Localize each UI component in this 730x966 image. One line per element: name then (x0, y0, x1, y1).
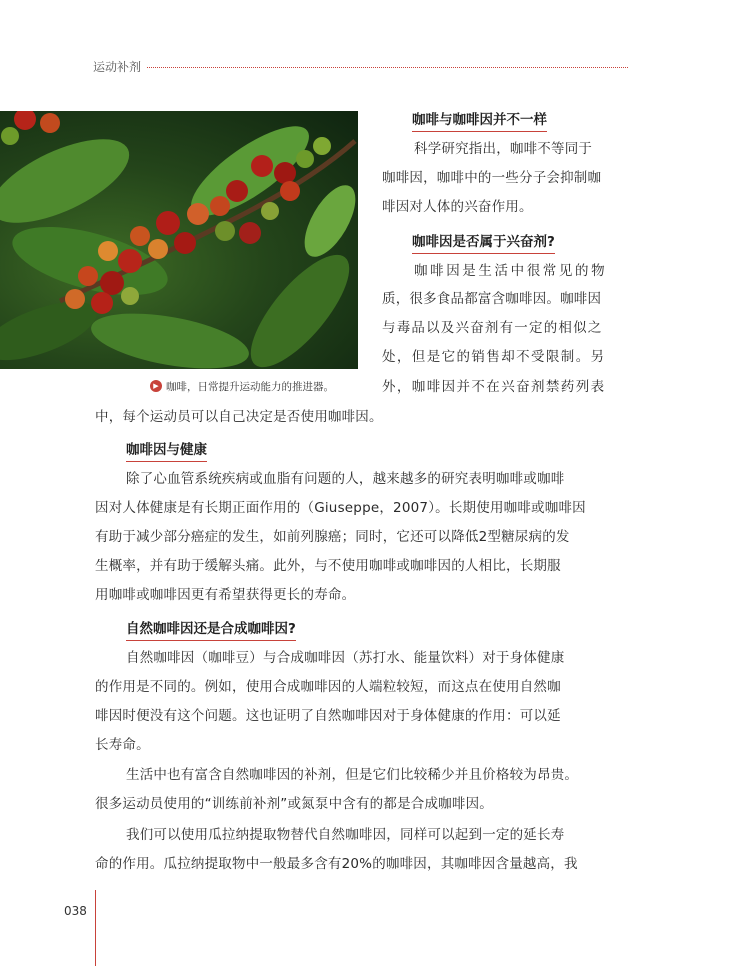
paragraph-line: 啡因时便没有这个问题。这也证明了自然咖啡因对于身体健康的作用：可以延 (95, 708, 561, 724)
footer-margin-rule (95, 890, 96, 966)
section-heading-caffeine-stimulant: 咖啡因是否属于兴奋剂? (412, 230, 555, 254)
paragraph-line: 长寿命。 (95, 737, 150, 753)
page-number: 038 (64, 904, 87, 918)
paragraph-line: 因对人体健康是有长期正面作用的（Giuseppe，2007）。长期使用咖啡或咖啡因 (95, 500, 586, 516)
paragraph-line: 啡因对人体的兴奋作用。 (382, 199, 533, 215)
paragraph-line: 咖啡因，咖啡中的一些分子会抑制咖 (382, 170, 602, 186)
paragraph-line: 生活中也有富含自然咖啡因的补剂，但是它们比较稀少并且价格较为昂贵。 (126, 767, 579, 783)
paragraph-line: 用咖啡或咖啡因更有希望获得更长的寿命。 (95, 587, 356, 603)
header-dotted-rule (147, 67, 628, 68)
section-heading-caffeine-health: 咖啡因与健康 (126, 438, 207, 462)
paragraph-line: 处，但是它的销售却不受限制。另 (382, 349, 606, 365)
play-triangle-icon: ▶ (150, 380, 162, 392)
header-title: 运动补剂 (93, 59, 142, 74)
paragraph-line: 中，每个运动员可以自己决定是否使用咖啡因。 (95, 409, 383, 425)
paragraph-line: 质，很多食品都富含咖啡因。咖啡因 (382, 291, 602, 307)
paragraph-line: 我们可以使用瓜拉纳提取物替代自然咖啡因，同样可以起到一定的延长寿 (126, 827, 565, 843)
paragraph-line: 很多运动员使用的“训练前补剂”或氮泵中含有的都是合成咖啡因。 (95, 796, 493, 812)
coffee-cherries-photo (0, 111, 358, 369)
running-header (93, 56, 628, 76)
paragraph-line: 咖啡因是生活中很常见的物 (414, 263, 608, 279)
caption-text: 咖啡，日常提升运动能力的推进器。 (166, 380, 334, 393)
paragraph-line: 外，咖啡因并不在兴奋剂禁药列表 (382, 379, 606, 395)
section-heading-natural-vs-synthetic: 自然咖啡因还是合成咖啡因? (126, 617, 296, 641)
paragraph-line: 与毒品以及兴奋剂有一定的相似之 (382, 320, 603, 336)
paragraph-line: 自然咖啡因（咖啡豆）与合成咖啡因（苏打水、能量饮料）对于身体健康 (126, 650, 565, 666)
paragraph-line: 除了心血管系统疾病或血脂有问题的人，越来越多的研究表明咖啡或咖啡 (126, 471, 565, 487)
figure-caption (150, 377, 360, 395)
section-heading-coffee-vs-caffeine: 咖啡与咖啡因并不一样 (412, 108, 547, 132)
paragraph-line: 的作用是不同的。例如，使用合成咖啡因的人端粒较短，而这点在使用自然咖 (95, 679, 561, 695)
paragraph-line: 科学研究指出，咖啡不等同于 (414, 141, 593, 157)
paragraph-line: 命的作用。瓜拉纳提取物中一般最多含有20%的咖啡因，其咖啡因含量越高，我 (95, 856, 578, 872)
paragraph-line: 生概率，并有助于缓解头痛。此外，与不使用咖啡或咖啡因的人相比，长期服 (95, 558, 561, 574)
coffee-cherries-illustration (0, 111, 358, 369)
paragraph-line: 有助于减少部分癌症的发生，如前列腺癌；同时，它还可以降低2型糖尿病的发 (95, 529, 570, 545)
